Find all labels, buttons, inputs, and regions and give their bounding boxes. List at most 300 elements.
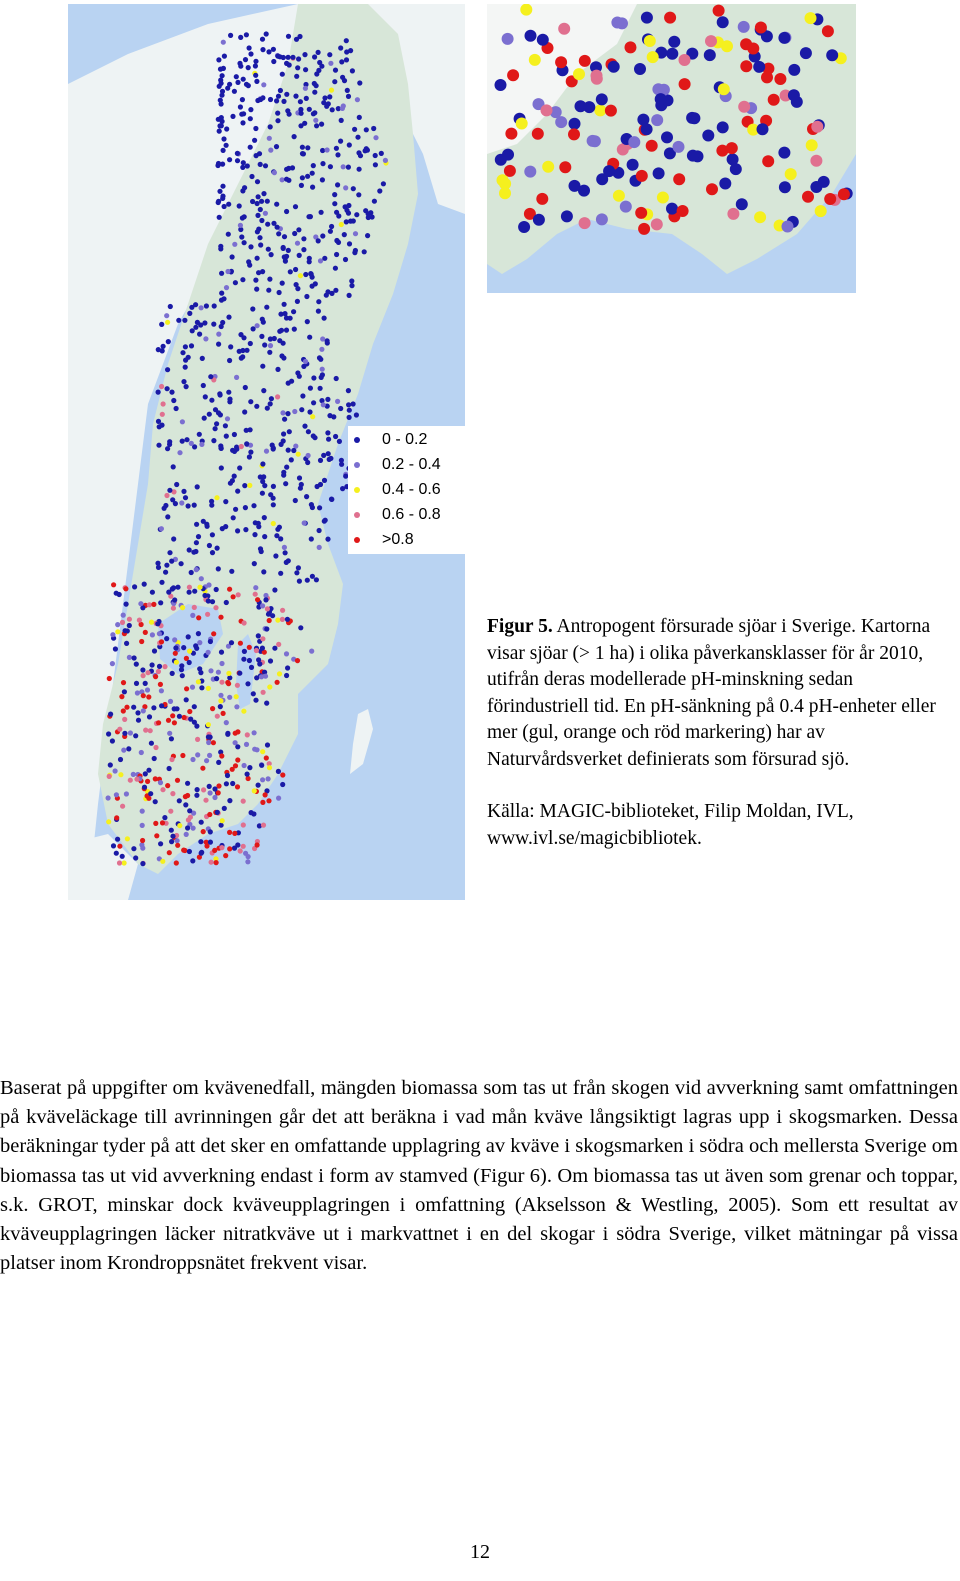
lake-dot xyxy=(347,142,352,147)
lake-dot xyxy=(219,298,224,303)
inset-lake-dot xyxy=(533,214,545,226)
lake-dot xyxy=(281,99,286,104)
lake-dot xyxy=(330,107,335,112)
lake-dot xyxy=(248,107,253,112)
lake-dot xyxy=(319,210,324,215)
lake-dot xyxy=(199,442,204,447)
lake-dot xyxy=(250,199,255,204)
lake-dot xyxy=(210,550,215,555)
lake-dot xyxy=(198,670,203,675)
lake-dot xyxy=(224,600,229,605)
lake-dot xyxy=(225,416,230,421)
lake-dot xyxy=(145,779,150,784)
lake-dot xyxy=(220,196,225,201)
lake-dot xyxy=(237,671,242,676)
inset-lake-dot xyxy=(726,142,738,154)
lake-dot xyxy=(122,860,127,865)
lake-dot xyxy=(181,645,186,650)
lake-dot xyxy=(197,585,202,590)
lake-dot xyxy=(217,215,222,220)
lake-dot xyxy=(125,836,130,841)
lake-dot xyxy=(275,111,280,116)
lake-dot xyxy=(184,697,189,702)
lake-dot xyxy=(305,174,310,179)
lake-dot xyxy=(219,123,224,128)
lake-dot xyxy=(233,763,238,768)
lake-dot xyxy=(294,570,299,575)
lake-dot xyxy=(219,101,224,106)
lake-dot xyxy=(170,713,175,718)
lake-dot xyxy=(298,486,303,491)
lake-dot xyxy=(333,434,338,439)
lake-dot xyxy=(259,674,264,679)
lake-dot xyxy=(346,203,351,208)
lake-dot xyxy=(186,634,191,639)
lake-dot xyxy=(283,550,288,555)
lake-dot xyxy=(235,744,240,749)
lake-dot xyxy=(231,515,236,520)
lake-dot xyxy=(312,54,317,59)
inset-lake-dot xyxy=(499,187,511,199)
lake-dot xyxy=(265,199,270,204)
lake-dot xyxy=(280,772,285,777)
legend-dot-icon xyxy=(354,512,360,518)
lake-dot xyxy=(352,250,357,255)
lake-dot xyxy=(210,532,215,537)
lake-dot xyxy=(278,536,283,541)
lake-dot xyxy=(160,787,165,792)
lake-dot xyxy=(110,632,115,637)
lake-dot xyxy=(141,708,146,713)
lake-dot xyxy=(362,249,367,254)
lake-dot xyxy=(348,48,353,53)
lake-dot xyxy=(211,322,216,327)
lake-dot xyxy=(345,88,350,93)
lake-dot xyxy=(286,448,291,453)
lake-dot xyxy=(179,667,184,672)
inset-lake-dot xyxy=(721,40,733,52)
lake-dot xyxy=(170,671,175,676)
lake-dot xyxy=(153,821,158,826)
lake-dot xyxy=(276,94,281,99)
lake-dot xyxy=(152,756,157,761)
lake-dot xyxy=(225,773,230,778)
lake-dot xyxy=(260,269,265,274)
lake-dot xyxy=(363,148,368,153)
lake-dot xyxy=(219,271,224,276)
lake-dot xyxy=(295,241,300,246)
lake-dot xyxy=(259,334,264,339)
inset-lake-dot xyxy=(806,139,818,151)
lake-dot xyxy=(165,367,170,372)
lake-dot xyxy=(292,327,297,332)
lake-dot xyxy=(232,474,237,479)
lake-dot xyxy=(162,664,167,669)
lake-dot xyxy=(198,839,203,844)
lake-dot xyxy=(260,461,265,466)
lake-dot xyxy=(243,527,248,532)
lake-dot xyxy=(346,211,351,216)
lake-dot xyxy=(245,732,250,737)
lake-dot xyxy=(259,549,264,554)
lake-dot xyxy=(266,247,271,252)
lake-dot xyxy=(356,150,361,155)
inset-lake-dot xyxy=(822,25,834,37)
lake-dot xyxy=(242,185,247,190)
lake-dot xyxy=(354,212,359,217)
lake-dot xyxy=(213,426,218,431)
lake-dot xyxy=(276,769,281,774)
lake-dot xyxy=(255,597,260,602)
lake-dot xyxy=(121,680,126,685)
lake-dot xyxy=(332,79,337,84)
inset-lake-dot xyxy=(641,123,653,135)
inset-lake-dot xyxy=(768,94,780,106)
lake-dot xyxy=(234,74,239,79)
lake-dot xyxy=(371,126,376,131)
lake-dot xyxy=(233,507,238,512)
lake-dot xyxy=(316,238,321,243)
inset-lake-dot xyxy=(518,221,530,233)
legend-label: 0.6 - 0.8 xyxy=(382,506,441,523)
lake-dot xyxy=(275,618,280,623)
legend-entry xyxy=(348,502,465,527)
lake-dot xyxy=(347,241,352,246)
legend-label: >0.8 xyxy=(382,531,414,548)
inset-lake-dot xyxy=(677,205,689,217)
lake-dot xyxy=(303,86,308,91)
lake-dot xyxy=(317,545,322,550)
lake-dot xyxy=(165,320,170,325)
lake-dot xyxy=(272,646,277,651)
lake-dot xyxy=(174,706,179,711)
map-legend xyxy=(348,426,465,554)
inset-lake-dot xyxy=(495,154,507,166)
lake-dot xyxy=(223,853,228,858)
lake-dot xyxy=(243,385,248,390)
inset-lake-dot xyxy=(738,21,750,33)
inset-lake-dot xyxy=(636,170,648,182)
lake-dot xyxy=(227,798,232,803)
lake-dot xyxy=(268,401,273,406)
lake-dot xyxy=(245,772,250,777)
lake-dot xyxy=(140,861,145,866)
lake-dot xyxy=(241,111,246,116)
lake-dot xyxy=(260,603,265,608)
lake-dot xyxy=(275,680,280,685)
lake-dot xyxy=(259,218,264,223)
lake-dot xyxy=(298,99,303,104)
lake-dot xyxy=(142,785,147,790)
lake-dot xyxy=(166,718,171,723)
inset-lake-dot xyxy=(778,147,790,159)
legend-label: 0.2 - 0.4 xyxy=(382,456,441,473)
lake-dot xyxy=(206,740,211,745)
legend-dot-icon xyxy=(354,437,360,443)
lake-dot xyxy=(267,277,272,282)
lake-dot xyxy=(192,704,197,709)
lake-dot xyxy=(192,605,197,610)
lake-dot xyxy=(328,164,333,169)
lake-dot xyxy=(241,709,246,714)
lake-dot xyxy=(179,561,184,566)
lake-dot xyxy=(311,375,316,380)
lake-dot xyxy=(233,731,238,736)
inset-lake-dot xyxy=(608,61,620,73)
lake-dot xyxy=(143,681,148,686)
inset-lake-dot xyxy=(805,12,817,24)
lake-dot xyxy=(218,615,223,620)
lake-dot xyxy=(347,415,352,420)
lake-dot xyxy=(303,272,308,277)
inset-lake-dot xyxy=(664,12,676,24)
lake-dot xyxy=(184,437,189,442)
lake-dot xyxy=(342,232,347,237)
lake-dot xyxy=(283,481,288,486)
lake-dot xyxy=(123,586,128,591)
lake-dot xyxy=(227,587,232,592)
lake-dot xyxy=(253,63,258,68)
lake-dot xyxy=(301,236,306,241)
inset-lake-dot xyxy=(647,51,659,63)
lake-dot xyxy=(223,423,228,428)
legend-entry xyxy=(348,477,465,502)
lake-dot xyxy=(158,600,163,605)
lake-dot xyxy=(262,515,267,520)
lake-dot xyxy=(235,489,240,494)
lake-dot xyxy=(280,617,285,622)
lake-dot xyxy=(194,793,199,798)
lake-dot xyxy=(239,234,244,239)
lake-dot xyxy=(275,225,280,230)
lake-dot xyxy=(219,324,224,329)
lake-dot xyxy=(108,712,113,717)
lake-dot xyxy=(265,406,270,411)
lake-dot xyxy=(237,465,242,470)
inset-lake-dot xyxy=(611,17,623,29)
lake-dot xyxy=(322,256,327,261)
lake-dot xyxy=(206,722,211,727)
lake-dot xyxy=(234,704,239,709)
inset-lake-dot xyxy=(657,192,669,204)
lake-dot xyxy=(264,701,269,706)
inset-lake-dot xyxy=(507,69,519,81)
lake-dot xyxy=(204,758,209,763)
lake-dot xyxy=(115,629,120,634)
lake-dot xyxy=(319,375,324,380)
lake-dot xyxy=(209,860,214,865)
lake-dot xyxy=(211,631,216,636)
lake-dot xyxy=(231,594,236,599)
lake-dot xyxy=(153,799,158,804)
lake-dot xyxy=(258,162,263,167)
lake-dot xyxy=(288,316,293,321)
lake-dot xyxy=(193,643,198,648)
lake-dot xyxy=(197,640,202,645)
lake-dot xyxy=(318,482,323,487)
lake-dot xyxy=(351,218,356,223)
lake-dot xyxy=(181,848,186,853)
lake-dot xyxy=(267,350,272,355)
lake-dot xyxy=(281,246,286,251)
lake-dot xyxy=(333,266,338,271)
lake-dot xyxy=(292,134,297,139)
lake-dot xyxy=(281,341,286,346)
lake-dot xyxy=(282,545,287,550)
lake-dot xyxy=(174,860,179,865)
lake-dot xyxy=(297,475,302,480)
lake-dot xyxy=(195,320,200,325)
lake-dot xyxy=(232,242,237,247)
lake-dot xyxy=(284,328,289,333)
lake-dot xyxy=(335,182,340,187)
lake-dot xyxy=(128,778,133,783)
lake-dot xyxy=(170,791,175,796)
lake-dot xyxy=(238,35,243,40)
lake-dot xyxy=(124,791,129,796)
inset-lake-dot xyxy=(627,159,639,171)
lake-dot xyxy=(317,528,322,533)
lake-dot xyxy=(317,355,322,360)
lake-dot xyxy=(166,590,171,595)
lake-dot xyxy=(150,590,155,595)
lake-dot xyxy=(208,829,213,834)
lake-dot xyxy=(329,88,334,93)
lake-dot xyxy=(310,284,315,289)
lake-dot xyxy=(235,80,240,85)
lake-dot xyxy=(290,55,295,60)
lake-dot xyxy=(238,104,243,109)
lake-dot xyxy=(338,45,343,50)
lake-dot xyxy=(220,73,225,78)
lake-dot xyxy=(159,384,164,389)
inset-lake-dot xyxy=(727,208,739,220)
lake-dot xyxy=(113,768,118,773)
lake-dot xyxy=(278,88,283,93)
lake-dot xyxy=(156,720,161,725)
lake-dot xyxy=(249,174,254,179)
lake-dot xyxy=(218,78,223,83)
lake-dot xyxy=(132,584,137,589)
lake-dot xyxy=(252,747,257,752)
lake-dot xyxy=(147,602,152,607)
lake-dot xyxy=(185,825,190,830)
lake-dot xyxy=(177,823,182,828)
lake-dot xyxy=(225,86,230,91)
lake-dot xyxy=(321,453,326,458)
lake-dot xyxy=(256,783,261,788)
inset-lake-dot xyxy=(504,165,516,177)
lake-dot xyxy=(180,753,185,758)
lake-dot xyxy=(373,162,378,167)
lake-dot xyxy=(357,167,362,172)
lake-dot xyxy=(261,823,266,828)
lake-dot xyxy=(310,171,315,176)
lake-dot xyxy=(255,213,260,218)
lake-dot xyxy=(259,199,264,204)
inset-lake-dot xyxy=(603,165,615,177)
lake-dot xyxy=(110,661,115,666)
lake-dot xyxy=(206,686,211,691)
lake-dot xyxy=(383,158,388,163)
lake-dot xyxy=(318,458,323,463)
lake-dot xyxy=(140,809,145,814)
inset-lake-dot xyxy=(558,23,570,35)
lake-dot xyxy=(322,478,327,483)
lake-dot xyxy=(248,145,253,150)
lake-dot xyxy=(339,118,344,123)
inset-lake-dot xyxy=(753,61,765,73)
lake-dot xyxy=(246,776,251,781)
lake-dot xyxy=(320,148,325,153)
lake-dot xyxy=(242,483,247,488)
lake-dot xyxy=(147,714,152,719)
lake-dot xyxy=(280,72,285,77)
lake-dot xyxy=(216,57,221,62)
caption-main xyxy=(487,614,953,773)
lake-dot xyxy=(293,267,298,272)
lake-dot xyxy=(248,244,253,249)
lake-dot xyxy=(277,54,282,59)
lake-dot xyxy=(248,51,253,56)
lake-dot xyxy=(143,771,148,776)
lake-dot xyxy=(327,94,332,99)
lake-dot xyxy=(177,798,182,803)
lake-dot xyxy=(241,160,246,165)
lake-dot xyxy=(271,59,276,64)
lake-dot xyxy=(253,126,258,131)
lake-dot xyxy=(247,765,252,770)
lake-dot xyxy=(215,546,220,551)
lake-dot xyxy=(220,162,225,167)
lake-dot xyxy=(307,259,312,264)
caption-figure-label: Figur 5. xyxy=(487,616,553,637)
inset-lake-dot xyxy=(525,30,537,42)
lake-dot xyxy=(248,450,253,455)
lake-dot xyxy=(230,781,235,786)
inset-lake-dot xyxy=(702,130,714,142)
lake-dot xyxy=(286,248,291,253)
lake-dot xyxy=(219,650,224,655)
inset-lake-dot xyxy=(613,190,625,202)
lake-dot xyxy=(255,323,260,328)
lake-dot xyxy=(187,590,192,595)
lake-dot xyxy=(226,681,231,686)
lake-dot xyxy=(274,98,279,103)
inset-lake-dot xyxy=(625,41,637,53)
inset-lake-dot xyxy=(717,121,729,133)
inset-lake-dot xyxy=(838,188,850,200)
lake-dot xyxy=(146,694,151,699)
lake-dot xyxy=(260,800,265,805)
lake-dot xyxy=(234,447,239,452)
lake-dot xyxy=(261,82,266,87)
lake-dot xyxy=(372,199,377,204)
lake-dot xyxy=(111,582,116,587)
lake-dot xyxy=(121,708,126,713)
lake-dot xyxy=(211,740,216,745)
lake-dot xyxy=(296,565,301,570)
lake-dot xyxy=(220,818,225,823)
lake-dot xyxy=(271,484,276,489)
lake-dot xyxy=(107,676,112,681)
lake-dot xyxy=(326,451,331,456)
lake-dot xyxy=(263,163,268,168)
inset-lake-dot xyxy=(569,180,581,192)
lake-dot xyxy=(203,394,208,399)
lake-dot xyxy=(227,846,232,851)
lake-dot xyxy=(234,375,239,380)
